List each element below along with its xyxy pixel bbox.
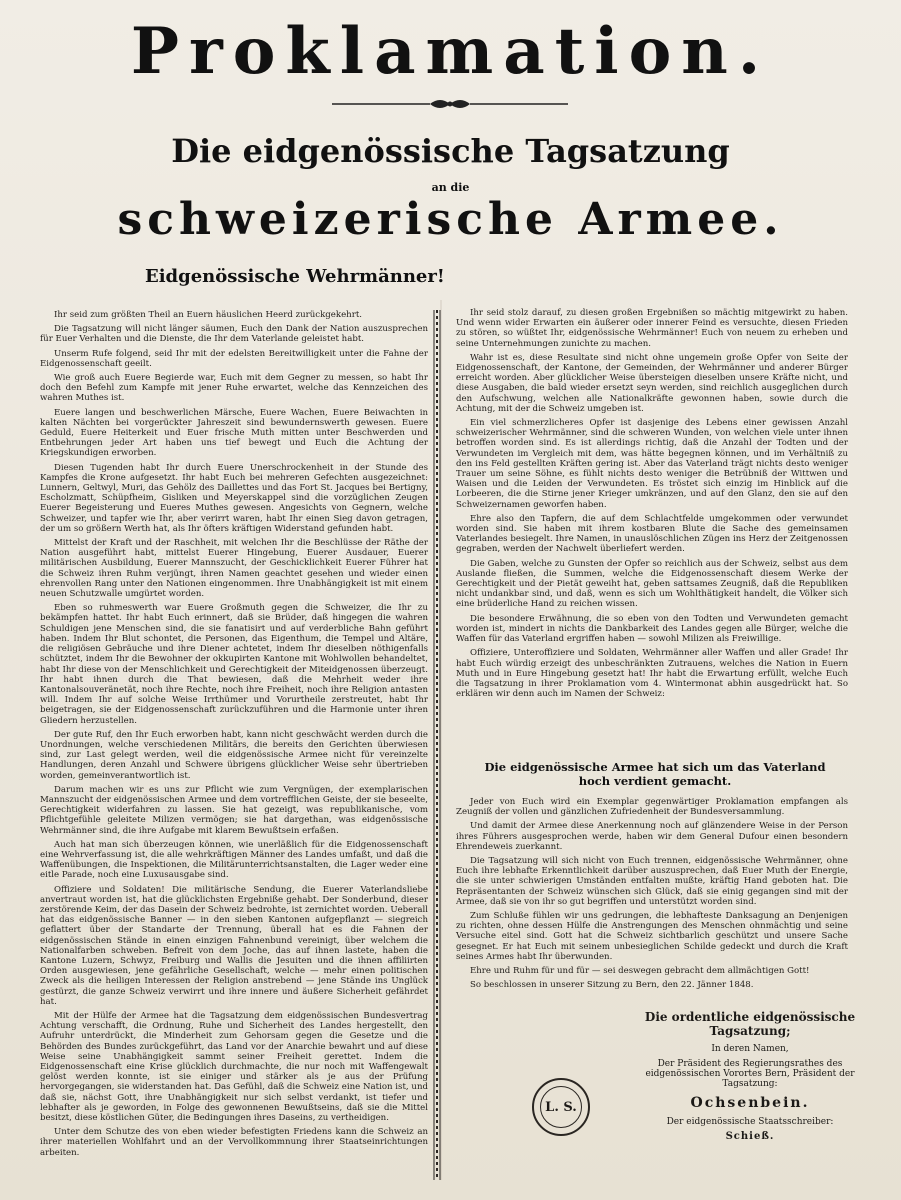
signing-body: Die ordentliche eidgenössische Tagsatzung; [644,1010,856,1038]
left-column [40,310,428,1162]
secretary-title: Der eidgenössische Staatsschreiber: [666,1117,834,1127]
paragraph: Zum Schluße fühlen wir uns gedrungen, die lebhafteste Danksagung an Denjenigen zu richten, ohne dessen Hülfe die Anstrengungen des Menschen ohnmächtig und seine Versuche eitel sind. Gott hat die Schweiz sichtbarlich geschützt und unsere Sache gesegnet. Er hat Euch mit seinem unbesieglichen Schilde gedeckt und durch die Kraft seines Armes habt Ihr überwunden. [456,911,848,962]
paragraph: Diesen Tugenden habt Ihr durch Euere Unerschrockenheit in der Stunde des Kampfes die Krone aufgesetzt. Ihr habt Euch bei mehreren Gefechten ausgezeichnet: Lunnern, Geltwyl, Muri, das Gehölz des Daillettes und das Fort St. Jacques bei Bertigny, Escholzmatt, Schüpfheim, Gisliken und Meyerskappel sind die vorzüglichen Zeugen Euerer Begeisterung und Eueres Muthes gewesen. Angesichts von Gegnern, welche Schweizer, und tapfer wie Ihr, aber verirrt waren, habt Ihr einen Sieg davon getragen, der um so größern Werth hat, als Ihr öfters kräftigen Widerstand gefunden habt. [40,462,428,534]
seal-text: L. S. [540,1086,582,1128]
paragraph: Ein viel schmerzlicheres Opfer ist dasjenige des Lebens einer gewissen Anzahl schweizerischer Wehrmänner, sind die schweren Wunden, von welchen viele unter ihnen betroffen worden sind. Es ist allerdings richtig, daß die Anzahl der Todten und der Verwundeten im Vergleich mit dem, was hätte begegnen können, und im Verhältniß zu den ins Feld gestellten Kräften gering ist. Aber das Vaterland trägt nichts desto weniger Trauer um seine Söhne, es fühlt nichts desto weniger die Betrübniß der Wittwen und Waisen und die Leiden der Verwundeten. Es tröstet sich einzig im Hinblick auf die Lorbeeren, die die Stirne jener Krieger umkränzen, und auf den Glanz, den sie auf den Schweizernamen geworfen haben. [456,418,848,510]
paragraph: Die Gaben, welche zu Gunsten der Opfer so reichlich aus der Schweiz, selbst aus dem Auslande fließen, die Summen, welche die Eidgenossenschaft diesem Werke der Gerechtigkeit und der Pietät geweiht hat, geben sattsames Zeugniß, daß die Republiken nicht undankbar sind, und daß, wenn es sich um Wohlthätigkeit handelt, die Völker sich eine brüderliche Hand zu reichen wissen. [456,558,848,610]
seal-stamp [532,1078,590,1136]
paragraph: Wahr ist es, diese Resultate sind nicht ohne ungemein große Opfer von Seite der Eidgenossenschaft, der Kantone, der Gemeinden, der Wehrmänner und anderer Bürger erreicht worden. Aber glücklicher Weise übersteigen dieselben unsere Kräfte nicht, und diese Ausgaben, die bald wieder ersetzt seyn werden, sind reichlich ausgeglichen durch den Aufschwung, welchen alle Nationalkräfte gewonnen haben, sowie durch die Achtung, mit der die Schweiz umgeben ist. [456,352,848,414]
secretary-name: Schieß. [725,1131,775,1142]
paragraph: Die Tagsatzung will nicht länger säumen, Euch den Dank der Nation auszusprechen für Euer Verhalten und die Dienste, die Ihr dem Vaterlande geleistet habt. [40,324,428,345]
page-title: Proklamation. [130,14,771,89]
addressee-title: schweizerische Armee. [117,194,784,245]
right-column-lower [456,797,848,994]
paragraph: Und damit der Armee diese Anerkennung noch auf glänzendere Weise in der Person ihres Führers ausgesprochen werde, haben wir dem General Dufour einen besondern Ehrendeweis zuerkannt. [456,821,848,852]
paragraph: Unserm Rufe folgend, seid Ihr mit der edelsten Bereitwilligkeit unter die Fahne der Eidgenossenschaft geeilt. [40,348,428,369]
salutation: Eidgenössische Wehrmänner! [145,266,445,287]
paragraph: So beschlossen in unserer Sitzung zu Bern, den 22. Jänner 1848. [470,980,754,991]
paragraph: Jeder von Euch wird ein Exemplar gegenwärtiger Proklamation empfangen als Zeugniß der vollen und gänzlichen Zufriedenheit der Bundesversammlung. [456,797,848,818]
paragraph: Wie groß auch Euere Begierde war, Euch mit dem Gegner zu messen, so habt Ihr doch den Befehl zum Kampfe mit jener Ruhe erwartet, welche das Kennzeichen des wahren Muthes ist. [40,373,428,404]
paragraph: Ihr seid stolz darauf, zu diesen großen Ergebnißen so mächtig mitgewirkt zu haben. Und wenn wider Erwarten ein äußerer oder innerer Feind es versuchte, diesen Frieden zu stören, so wüßtet Ihr, eidgenössische Wehrmänner! Euch von neuem zu erheben und seine Unternehmungen zunichte zu machen. [456,308,848,349]
paragraph: Die besondere Erwähnung, die so eben von den Todten und Verwundeten gemacht worden ist, mindert in nichts die Dankbarkeit des Landes gegen alle Bürger, welche die Waffen für das Vaterland ergriffen haben — sowohl Milizen als Freiwillige. [456,613,848,645]
subtitle-connector: an die [431,181,470,194]
paragraph: Offiziere und Soldaten! Die militärische Sendung, die Euerer Vaterlandsliebe anvertraut worden ist, hat die glücklichsten Ergebniße gehabt. Der Sonderbund, dieser zerstörende Keim, der das Dasein der Schweiz bedrohte, ist zernichtet worden. Ueberall hat das eidgenössische Banner — in den sieben Kantonen aufgepflanzt — siegreich geflattert über der Standarte der Trennung, überall hat es die Fahnen der eidgenössischen Stände in einen einzigen Fahnenbund vereinigt, über welchem die Nationalfarben schweben. Befreit von dem Joche, das auf ihnen lastete, haben die Kantone Luzern, Schwyz, Freiburg und Wallis die Jesuiten und die ihnen affiliirten Orden ausgewiesen, jene gefährliche Gesellschaft, welche — mehr einen politischen Zweck als die heiligen Interessen der Religion anstrebend — jene Stände ins Unglück gestürzt, die ganze Schweiz verwirrt und ihre innere und äußere Sicherheit gefährdet hat. [40,884,428,1007]
paragraph: Darum machen wir es uns zur Pflicht wie zum Vergnügen, der exemplarischen Mannszucht der eidgenössischen Armee und dem vortrefflichen Geiste, der sie beseelte, Gerechtigkeit widerfahren zu lassen. Sie hat gezeigt, was republikanische, vom Pflichtgefühle geleitete Milizen vermögen; sie hat dargethan, was eidgenössische Wehrmänner sind, die ihre Aufgabe mit klarem Bewußtsein erfaßen. [40,784,428,836]
paragraph: Unter dem Schutze des von eben wieder befestigten Friedens kann die Schweiz an ihrer materiellen Wohlfahrt und an der Vervollkommnung ihrer Staatseinrichtungen arbeiten. [40,1127,428,1158]
right-column [456,308,848,703]
column-divider [432,310,442,1180]
declaration-highlight: Die eidgenössische Armee hat sich um das Vaterland hoch verdient gemacht. [484,760,826,788]
title-ornament [330,96,570,112]
signature-intro: In deren Namen, [711,1044,789,1054]
paragraph: Mit der Hülfe der Armee hat die Tagsatzung dem eidgenössischen Bundesvertrag Achtung verschafft, die Ordnung, Ruhe und Sicherheit des Landes hergestellt, den Aufruhr unterdrückt, die Minderheit zum Gehorsam gegen die Gesetze und die Behörden des Bundes zurückgeführt, das Land vor der Anarchie bewahrt und auf diese Weise seine Unabhängigkeit sammt seiner Freiheit gerettet. Indem die Eidgenossenschaft eine Krise glücklich durchmachte, die nur noch mit Waffengewalt gelöst werden konnte, ist sie einiger und stärker als je aus der Prüfung hervorgegangen, sie widerstanden hat. Das Gefühl, daß die Schweiz eine Nation ist, und daß sie, nächst Gott, ihre Unabhängigkeit nur sich selbst verdankt, ist tiefer und lebhafter als je geworden, in Folge des gewonnenen Bewußtseins, daß sie die Mittel besitzt, diese köstlichen Güter, die Bedingungen ihres Daseins, zu vertheidigen. [40,1011,428,1124]
signature-block [620,1010,880,1142]
subtitle: Die eidgenössische Tagsatzung [171,132,730,170]
paragraph: Eben so ruhmeswerth war Euere Großmuth gegen die Schweizer, die Ihr zu bekämpfen hattet. Ihr habt Euch erinnert, daß sie Brüder, daß hingegen die wahren Schuldigen jene Menschen sind, die sie fanatisirt und auf verderbliche Bahn geführt haben. Indem Ihr Blut schontet, die Personen, das Eigenthum, die Tempel und Altäre, die religiösen Gebräuche und ihre Diener achtetet, indem Ihr dieselben nöthigenfalls schütztet, indem Ihr die Bewohner der okkupirten Kantone mit Wohlwollen behandeltet, habt Ihr diese von der Menschlichkeit und Gerechtigkeit der Miteidgenossen überzeugt. Ihr habt ihnen durch die That bewiesen, daß die Mehrheit weder ihre Kantonalsouveränetät, noch ihre Rechte, noch ihre Freiheit, noch ihre Religion antasten will. Indem Ihr auf solche Weise Irrthümer und Vorurtheile zerstreutet, habt Ihr beigetragen, sie der Eidgenossenschaft zurückzuführen und die Harmonie unter ihren Gliedern herzustellen. [40,603,428,726]
president-title: Der Präsident des Regierungsrathes des eidgenössischen Vorortes Bern, Präsident der Tagsatzung: [645,1059,855,1089]
paragraph: Ehre also den Tapfern, die auf dem Schlachtfelde umgekommen oder verwundet worden sind. Sie haben mit ihrem kostbaren Blute die Sache des gemeinsamen Vaterlandes besiegelt. Ihre Namen, in unauslöschlichen Zügen ins Herz der Zeitgenossen gegraben, werden der Nachwelt überliefert werden. [456,513,848,555]
paragraph: Der gute Ruf, den Ihr Euch erworben habt, kann nicht geschwächt werden durch die Unordnungen, welche verschiedenen Militärs, die bereits den Gerichten überwiesen sind, zur Last gelegt werden, weil die eidgenössische Armee nicht für vereinzelte Handlungen, deren Anzahl und Schwere übrigens glücklicher Weise sehr übertrieben worden, gemeinverantwortlich ist. [40,729,428,781]
paragraph: Die Tagsatzung will sich nicht von Euch trennen, eidgenössische Wehrmänner, ohne Euch ihre lebhafte Erkenntlichkeit darüber auszusprechen, daß Euer Muth der Energie, die sie unter schwierigen Umständen entfalten mußte, kräftig Hand geboten hat. Die Repräsentanten der Schweiz wünschen sich Glück, daß sie einig gegangen sind mit der Armee, daß sie von ihr so gut begriffen und unterstützt worden sind. [456,856,848,907]
paragraph: Ehre und Ruhm für und für — sei deswegen gebracht dem allmächtigen Gott! [470,966,810,977]
paragraph: Euere langen und beschwerlichen Märsche, Euere Wachen, Euere Beiwachten in kalten Nächten bei vorgerückter Jahreszeit sind bewundernswerth gewesen. Euere Geduld, Euere Heiterkeit und Euer frische Muth mitten unter Beschwerden und Entbehrungen jeder Art haben uns tief bewegt und Euch die Achtung der Kriegskundigen erworben. [40,407,428,459]
paragraph: Offiziere, Unteroffiziere und Soldaten, Wehrmänner aller Waffen und aller Grade! Ihr habt Euch würdig erzeigt des unbeschränkten Zutrauens, welches die Nation in Euern Muth und in Eure Hingebung gesetzt hat! Ihr habt die Erwartung erfüllt, welche Euch die Tagsatzung in ihrer Proklamation vom 4. Wintermonat abhin ausgedrückt hat. So erklären wir denn auch im Namen der Schweiz: [456,648,848,700]
paragraph: Mittelst der Kraft und der Raschheit, mit welchen Ihr die Beschlüsse der Räthe der Nation ausgeführt habt, mittelst Euerer Hingebung, Euerer Ausdauer, Euerer militärischen Ausbildung, Euerer Mannszucht, der Geschicklichkeit Euerer Führer hat die Schweiz ihren Ruhm verjüngt, ihren Namen geachtet gesehen und wieder einen ehrenvollen Rang unter den Nationen eingenommen. Ihre Unabhängigkeit ist mit einem neuen Schutzwalle umgürtet worden. [40,538,428,600]
paragraph: Ihr seid zum größten Theil an Euern häuslichen Heerd zurückgekehrt. [54,310,362,320]
president-name: Ochsenbein. [690,1095,810,1111]
paragraph: Auch hat man sich überzeugen können, wie unerläßlich für die Eidgenossenschaft eine Wehrverfassung ist, die alle wehrkräftigen Männer des Landes umfaßt, und daß die Waffenübungen, die Inspektionen, die Militärunterrichtsanstalten, die Lager weder eine eitle Parade, noch eine Luxusausgabe sind. [40,839,428,881]
